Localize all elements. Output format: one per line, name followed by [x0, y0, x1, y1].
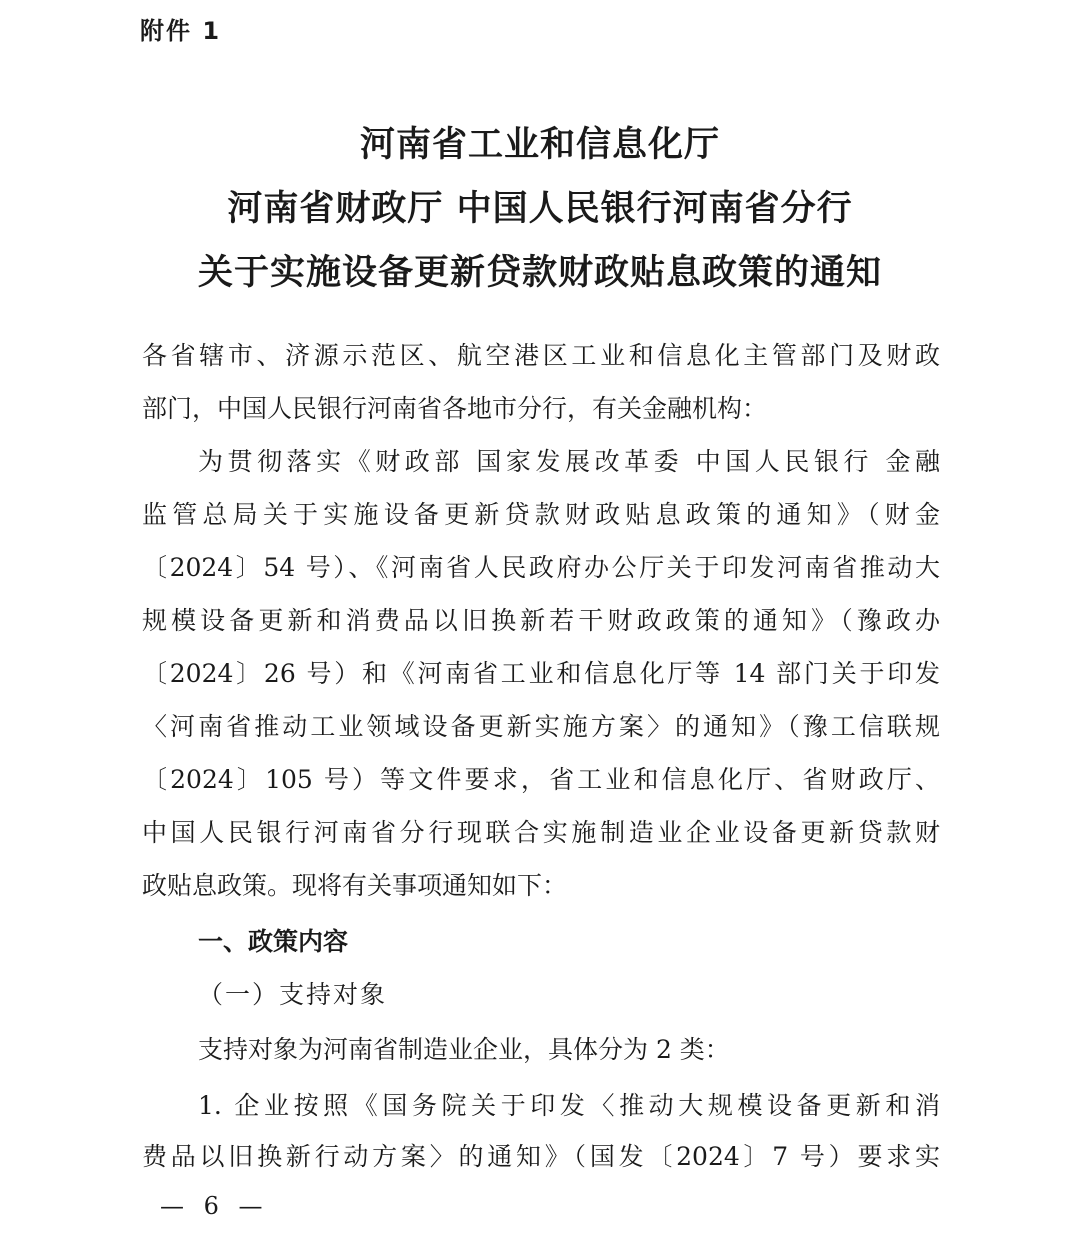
intro-line-7: 〔2024〕105 号）等文件要求，省工业和信息化厅、省财政厅、 [142, 765, 940, 794]
title-line-1: 河南省工业和信息化厅 [359, 125, 720, 165]
subsection-heading-support-targets: （一）支持对象 [198, 980, 388, 1009]
intro-line-6: 〈河南省推动工业领域设备更新实施方案〉的通知》（豫工信联规 [142, 712, 940, 741]
intro-line-5: 〔2024〕26 号）和《河南省工业和信息化厅等 14 部门关于印发 [142, 659, 940, 688]
intro-line-9: 政贴息政策。现将有关事项通知如下： [142, 871, 568, 900]
addressee-line-2: 部门，中国人民银行河南省各地市分行，有关金融机构： [142, 394, 768, 423]
title-line-2: 河南省财政厅 中国人民银行河南省分行 [227, 189, 853, 229]
annex-label: 附件 1 [140, 17, 222, 45]
intro-line-8: 中国人民银行河南省分行现联合实施制造业企业设备更新贷款财 [142, 818, 940, 847]
addressee-line-1: 各省辖市、济源示范区、航空港区工业和信息化主管部门及财政 [142, 341, 940, 370]
page-number: — 6 — [160, 1192, 269, 1220]
section-heading-policy-content: 一、政策内容 [198, 927, 349, 956]
intro-line-2: 监管总局关于实施设备更新贷款财政贴息政策的通知》（财金 [142, 500, 940, 529]
intro-line-4: 规模设备更新和消费品以旧换新若干财政政策的通知》（豫政办 [142, 606, 940, 635]
intro-line-3: 〔2024〕54 号）、《河南省人民政府办公厅关于印发河南省推动大 [142, 553, 940, 582]
item-1-line-2: 费品以旧换新行动方案〉的通知》（国发〔2024〕7 号）要求实 [142, 1142, 940, 1171]
intro-line-1: 为贯彻落实《财政部 国家发展改革委 中国人民银行 金融 [198, 447, 940, 476]
support-intro: 支持对象为河南省制造业企业，具体分为 2 类： [198, 1035, 730, 1064]
item-1-line-1: 1. 企业按照《国务院关于印发〈推动大规模设备更新和消 [198, 1091, 940, 1120]
title-line-3: 关于实施设备更新贷款财政贴息政策的通知 [197, 253, 882, 293]
